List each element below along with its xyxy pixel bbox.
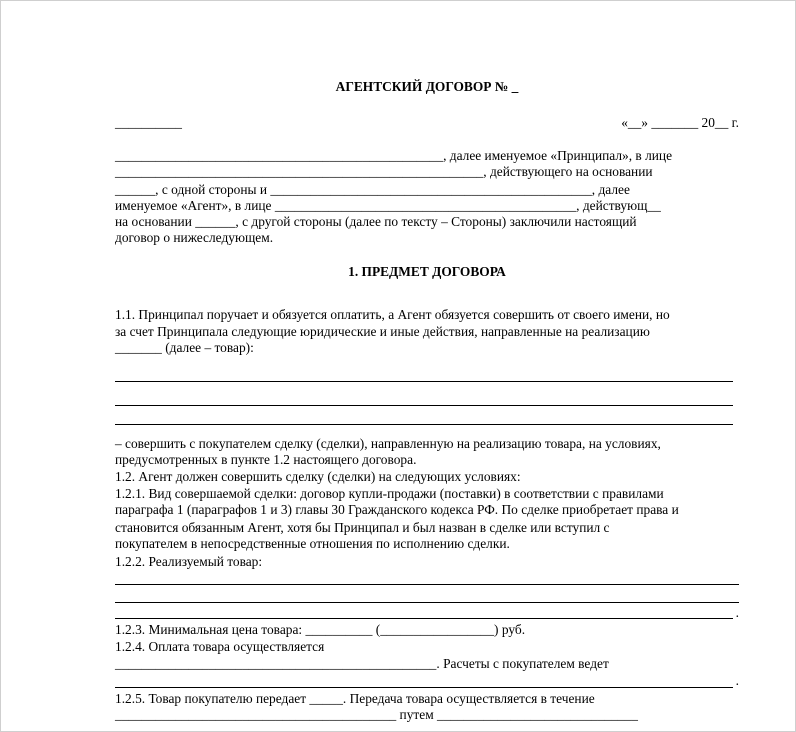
fill-in-line	[115, 381, 733, 382]
clause-1-2-1-line: покупателем в непосредственные отношения по исполнению сделки.	[115, 536, 510, 551]
section-heading: 1. ПРЕДМЕТ ДОГОВОРА	[348, 264, 506, 279]
preamble-line: ______, с одной стороны и ________________________________________________, далее	[115, 182, 630, 197]
paragraph-line: – совершить с покупателем сделку (сделки), направленную на реализацию товара, на условиях,	[115, 436, 661, 451]
period-mark: .	[735, 673, 739, 688]
preamble-line: _________________________________________________, далее именуемое «Принципал», в лице	[115, 148, 673, 163]
clause-1-2-4-line: 1.2.4. Оплата товара осуществляется	[115, 639, 325, 654]
clause-1-1-line: за счет Принципала следующие юридические и иные действия, направленные на реализацию	[115, 324, 650, 339]
clause-1-2: 1.2. Агент должен совершить сделку (сделки) на следующих условиях:	[115, 469, 521, 484]
preamble-line: на основании ______, с другой стороны (далее по тексту – Стороны) заключили настоящий	[115, 214, 637, 229]
paragraph-line: предусмотренных в пункте 1.2 настоящего договора.	[115, 452, 417, 467]
clause-1-2-3: 1.2.3. Минимальная цена товара: __________ (_________________) руб.	[115, 622, 526, 637]
clause-1-2-2: 1.2.2. Реализуемый товар:	[115, 554, 263, 569]
clause-1-2-5-line: __________________________________________ путем ______________________________	[115, 707, 638, 722]
date-line: «__» _______ 20__ г.	[621, 115, 739, 130]
preamble-line: именуемое «Агент», в лице _____________________________________________, действующ__	[115, 198, 661, 213]
place-blank: __________	[115, 115, 182, 130]
fill-in-line	[115, 424, 733, 425]
clause-1-1-line: 1.1. Принципал поручает и обязуется оплатить, а Агент обязуется совершить от своего имени, но	[115, 307, 670, 322]
fill-in-line	[115, 618, 733, 619]
period-mark: .	[735, 605, 739, 620]
fill-in-line	[115, 405, 733, 406]
clause-1-2-4-line: ________________________________________________. Расчеты с покупателем ведет	[115, 656, 609, 671]
fill-in-line	[115, 687, 733, 688]
clause-1-2-5-line: 1.2.5. Товар покупателю передает _____. Передача товара осуществляется в течение	[115, 691, 595, 706]
fill-in-line	[115, 602, 739, 603]
preamble-line: _______________________________________________________, действующего на основании	[115, 164, 653, 179]
clause-1-2-1-line: 1.2.1. Вид совершаемой сделки: договор купли-продажи (поставки) в соответствии с правилами	[115, 486, 664, 501]
fill-in-line	[115, 584, 739, 585]
preamble-line: договор о нижеследующем.	[115, 230, 274, 245]
clause-1-1-line: _______ (далее – товар):	[115, 340, 254, 355]
clause-1-2-1-line: параграфа 1 (параграфов 1 и 3) главы 30 Гражданского кодекса РФ. По сделке приобретает права и	[115, 502, 679, 517]
document-title: АГЕНТСКИЙ ДОГОВОР № _	[335, 79, 519, 94]
clause-1-2-1-line: становится обязанным Агент, хотя бы Принципал и был назван в сделке или вступил с	[115, 520, 610, 535]
